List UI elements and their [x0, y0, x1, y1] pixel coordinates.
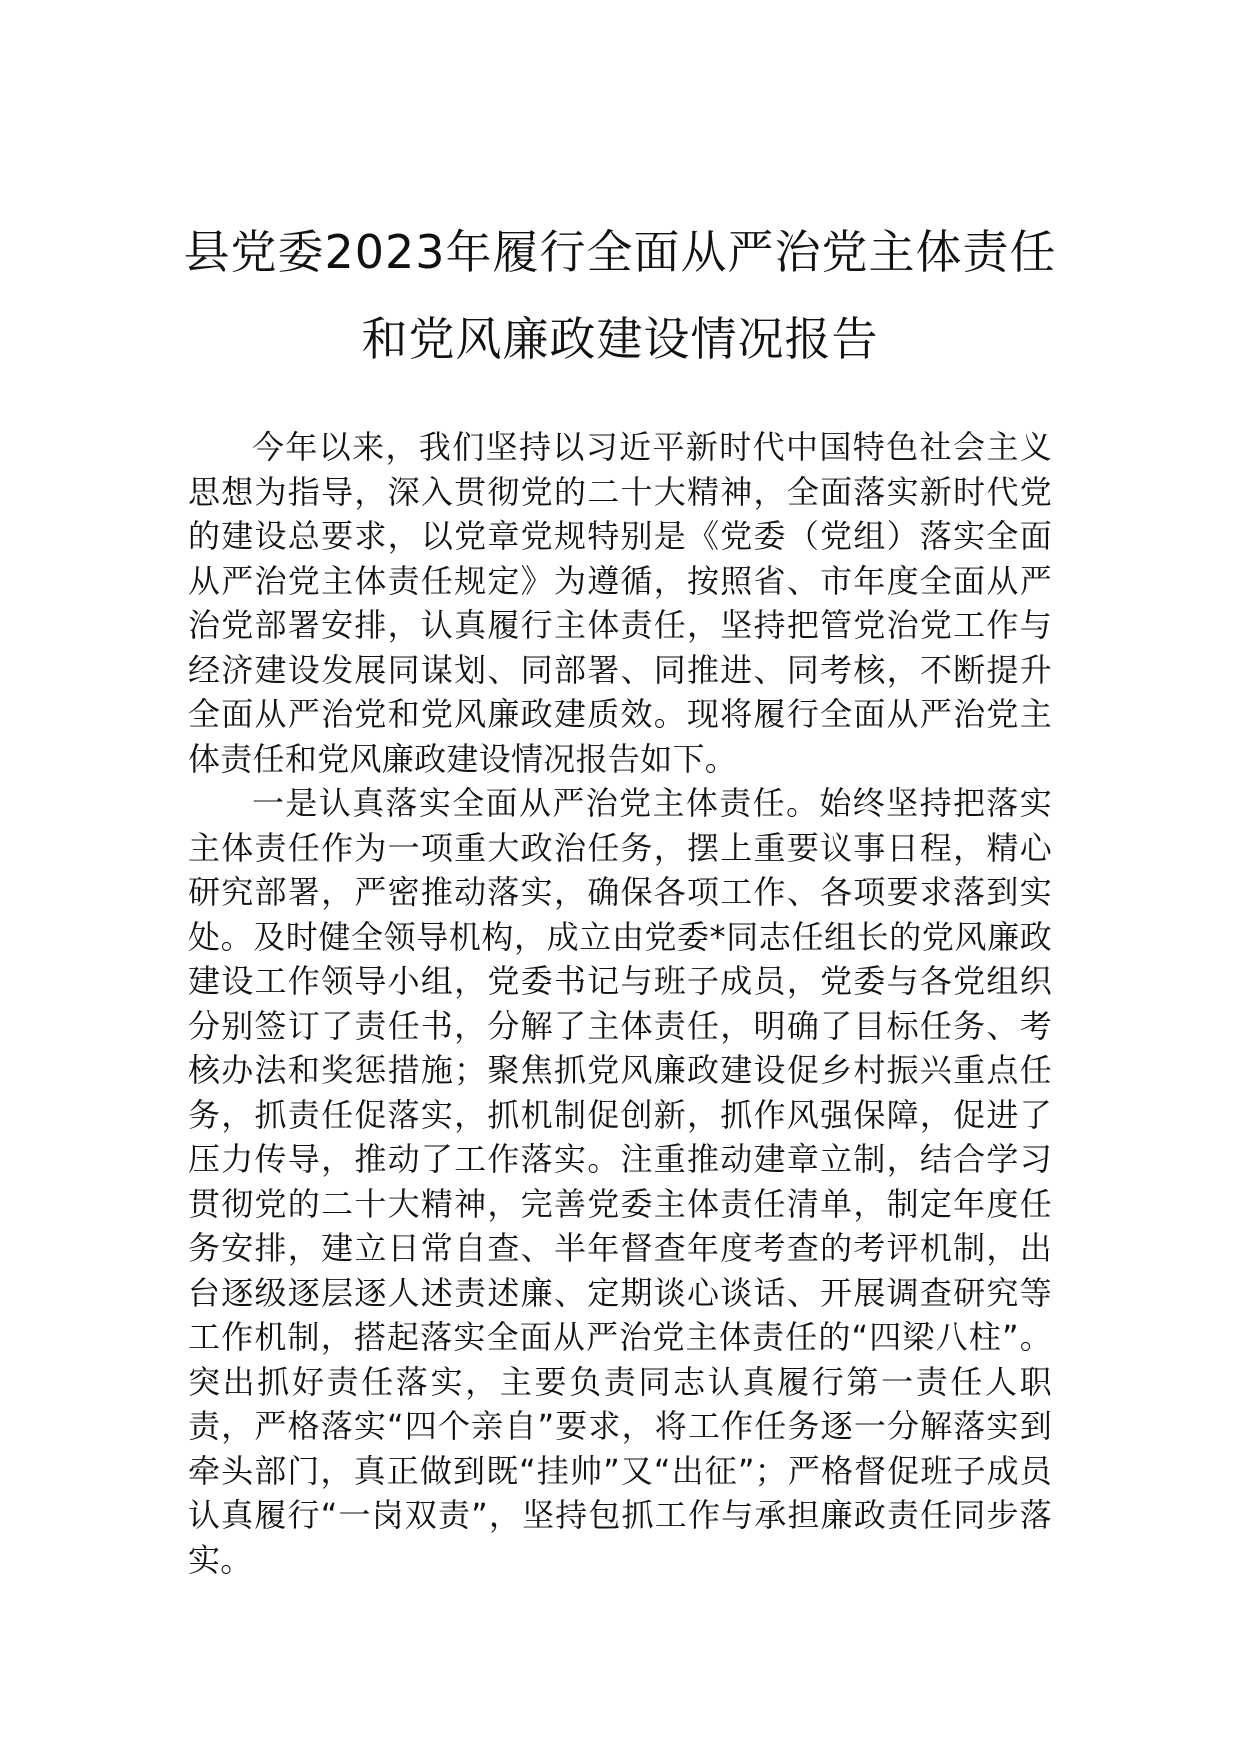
paragraph-intro: 今年以来，我们坚持以习近平新时代中国特色社会主义思想为指导，深入贯彻党的二十大精神，全面落实新时代党的建设总要求，以党章党规特别是《党委（党组）落实全面从严治党主体责任规定》为遵循，按照省、市年度全面从严治党部署安排，认真履行主体责任，坚持把管党治党工作与经济建设发展同谋划、同部署、同推进、同考核，不断提升全面从严治党和党风廉政建质效。现将履行全面从严治党主体责任和党风廉政建设情况报告如下。 — [188, 428, 1052, 778]
paragraph-section-1: 一是认真落实全面从严治党主体责任。始终坚持把落实主体责任作为一项重大政治任务，摆上重要议事日程，精心研究部署，严密推动落实，确保各项工作、各项要求落到实处。及时健全领导机构，成立由党委*同志任组长的党风廉政建设工作领导小组，党委书记与班子成员，党委与各党组织分别签订了责任书，分解了主体责任，明确了目标任务、考核办法和奖惩措施；聚焦抓党风廉政建设促乡村振兴重点任务，抓责任促落实，抓机制促创新，抓作风强保障，促进了压力传导，推动了工作落实。注重推动建章立制，结合学习贯彻党的二十大精神，完善党委主体责任清单，制定年度任务安排，建立日常自查、半年督查年度考查的考评机制，出台逐级逐层逐人述责述廉、定期谈心谈话、开展调查研究等工作机制，搭起落实全面从严治党主体责任的“四梁八柱”。突出抓好责任落实，主要负责同志认真履行第一责任人职责，严格落实“四个亲自”要求，将工作任务逐一分解落实到牵头部门，真正做到既“挂帅”又“出征”；严格督促班子成员认真履行“一岗双责”，坚持包抓工作与承担廉政责任同步落实。 — [188, 784, 1052, 1579]
document-body — [188, 425, 1052, 1582]
document-title-line-1: 县党委2023年履行全面从严治党主体责任 — [183, 225, 1057, 279]
document-title-line-2: 和党风廉政建设情况报告 — [361, 312, 879, 366]
